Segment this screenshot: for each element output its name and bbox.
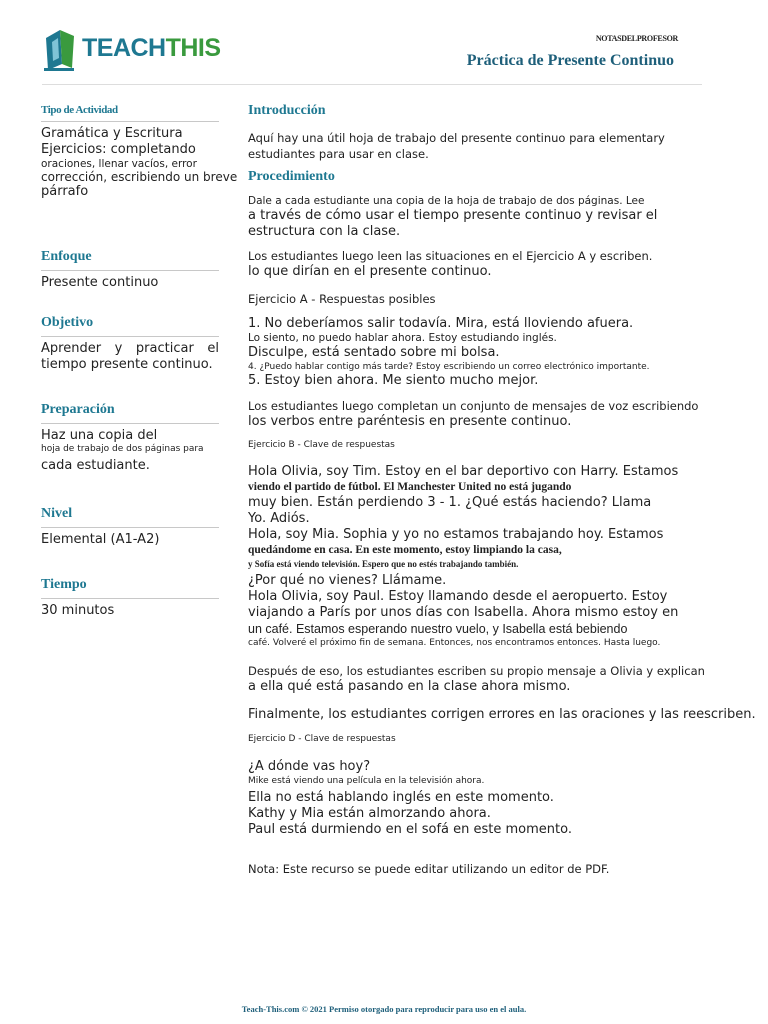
intro-text: Aquí hay una útil hoja de trabajo del presente continuo para elementary xyxy=(248,131,665,145)
section-heading: Enfoque xyxy=(41,249,219,271)
procedure-heading: Procedimiento xyxy=(248,169,335,184)
section-text: 30 minutos xyxy=(41,603,115,618)
section-text: Haz una copia del xyxy=(41,428,158,443)
answer-line: Hola, soy Mia. Sophia y yo no estamos trabajando hoy. Estamos xyxy=(248,527,664,542)
section-text: hoja de trabajo de dos páginas para xyxy=(41,444,204,454)
procedure-text: Después de eso, los estudiantes escriben su propio mensaje a Olivia y explican xyxy=(248,664,705,678)
section-heading: Nivel xyxy=(41,506,219,528)
answer-line: y Sofía está viendo televisión. Espero que no estés trabajando también. xyxy=(248,559,519,569)
answer-line: 5. Estoy bien ahora. Me siento mucho mejor. xyxy=(248,373,539,388)
sidebar xyxy=(41,104,238,619)
activity-line: párrafo xyxy=(41,184,89,199)
section-time xyxy=(41,577,219,619)
procedure-text: a través de cómo usar el tiempo presente continuo y revisar el xyxy=(248,208,658,223)
answer-line: Kathy y Mia están almorzando ahora. xyxy=(248,806,491,821)
answer-line: 4. ¿Puedo hablar contigo más tarde? Estoy escribiendo un correo electrónico importante. xyxy=(248,362,650,372)
footer-copyright: Teach-This.com © 2021 Permiso otorgado para reproducir para uso en el aula. xyxy=(241,1004,527,1014)
main-content xyxy=(248,103,768,877)
answer-line: Paul está durmiendo en el sofá en este momento. xyxy=(248,822,572,837)
section-preparation xyxy=(41,402,219,506)
procedure-text: Los estudiantes luego leen las situaciones en el Ejercicio A y escriben. xyxy=(248,249,653,263)
answer-line: un café. Estamos esperando nuestro vuelo, y Isabella está bebiendo xyxy=(248,622,628,636)
section-text: Presente continuo xyxy=(41,275,159,290)
header-divider xyxy=(42,84,702,85)
exercise-b-intro: Los estudiantes luego completan un conjunto de mensajes de voz escribiendo xyxy=(248,399,699,413)
teacher-notes-label: NOTASDELPROFESOR xyxy=(595,34,678,43)
answer-line: ¿A dónde vas hoy? xyxy=(248,759,371,774)
answer-line: Mike está viendo una película en la televisión ahora. xyxy=(248,776,485,786)
intro-text: estudiantes para usar en clase. xyxy=(248,147,429,161)
answer-line: café. Volveré el próximo fin de semana. Entonces, nos encontramos entonces. Hasta luego. xyxy=(248,638,661,648)
intro-heading: Introducción xyxy=(248,103,326,118)
activity-line: Ejercicios: completando xyxy=(41,142,196,157)
page-title: Práctica de Presente Continuo xyxy=(466,52,674,69)
activity-line: corrección, escribiendo un breve xyxy=(41,170,238,184)
section-text: Elemental (A1-A2) xyxy=(41,532,160,547)
exercise-b-intro: los verbos entre paréntesis en presente continuo. xyxy=(248,414,572,429)
answer-line: Disculpe, está sentado sobre mi bolsa. xyxy=(248,345,500,360)
activity-line: oraciones, llenar vacíos, error xyxy=(41,158,197,170)
answer-line: muy bien. Están perdiendo 3 - 1. ¿Qué estás haciendo? Llama xyxy=(248,495,652,510)
procedure-text: Finalmente, los estudiantes corrigen errores en las oraciones y las reescriben. xyxy=(248,707,756,722)
exercise-b-heading: Ejercicio B - Clave de respuestas xyxy=(248,440,395,450)
answer-line: quedándome en casa. En este momento, estoy limpiando la casa, xyxy=(248,544,562,556)
answer-line: 1. No deberíamos salir todavía. Mira, está lloviendo afuera. xyxy=(248,316,634,331)
answer-line: viendo el partido de fútbol. El Manchester United no está jugando xyxy=(248,481,572,493)
answer-line: Ella no está hablando inglés en este momento. xyxy=(248,790,554,805)
section-heading: Tipo de Actividad xyxy=(41,104,219,122)
section-heading: Tiempo xyxy=(41,577,219,599)
procedure-text: lo que dirían en el presente continuo. xyxy=(248,264,492,279)
answer-line: Lo siento, no puedo hablar ahora. Estoy estudiando inglés. xyxy=(248,332,557,344)
section-heading: Preparación xyxy=(41,402,219,424)
logo-wordmark: TEACHTHIS xyxy=(82,34,221,62)
section-focus xyxy=(41,249,219,315)
section-heading: Objetivo xyxy=(41,315,219,337)
answer-line: Yo. Adiós. xyxy=(248,511,310,526)
procedure-text: estructura con la clase. xyxy=(248,224,401,239)
exercise-a-heading: Ejercicio A - Respuestas posibles xyxy=(248,292,436,306)
section-aim xyxy=(41,315,219,402)
procedure-text: a ella qué está pasando en la clase ahora mismo. xyxy=(248,679,571,694)
answer-line: Hola Olivia, soy Tim. Estoy en el bar deportivo con Harry. Estamos xyxy=(248,464,679,479)
note-text: Nota: Este recurso se puede editar utilizando un editor de PDF. xyxy=(248,862,610,876)
answer-line: ¿Por qué no vienes? Llámame. xyxy=(248,573,447,588)
activity-line: Gramática y Escritura xyxy=(41,126,183,141)
section-text: tiempo presente continuo. xyxy=(41,357,213,372)
procedure-text: Dale a cada estudiante una copia de la hoja de trabajo de dos páginas. Lee xyxy=(248,195,645,207)
section-text: cada estudiante. xyxy=(41,458,150,473)
exercise-d-heading: Ejercicio D - Clave de respuestas xyxy=(248,734,396,744)
answer-line: viajando a París por unos días con Isabella. Ahora mismo estoy en xyxy=(248,605,679,620)
answer-line: Hola Olivia, soy Paul. Estoy llamando desde el aeropuerto. Estoy xyxy=(248,589,668,604)
teach-this-logo xyxy=(42,28,232,74)
section-text: Aprender y practicar el xyxy=(41,341,219,356)
section-level xyxy=(41,506,219,577)
book-logo-icon xyxy=(42,28,78,72)
section-activity-type xyxy=(41,104,238,249)
